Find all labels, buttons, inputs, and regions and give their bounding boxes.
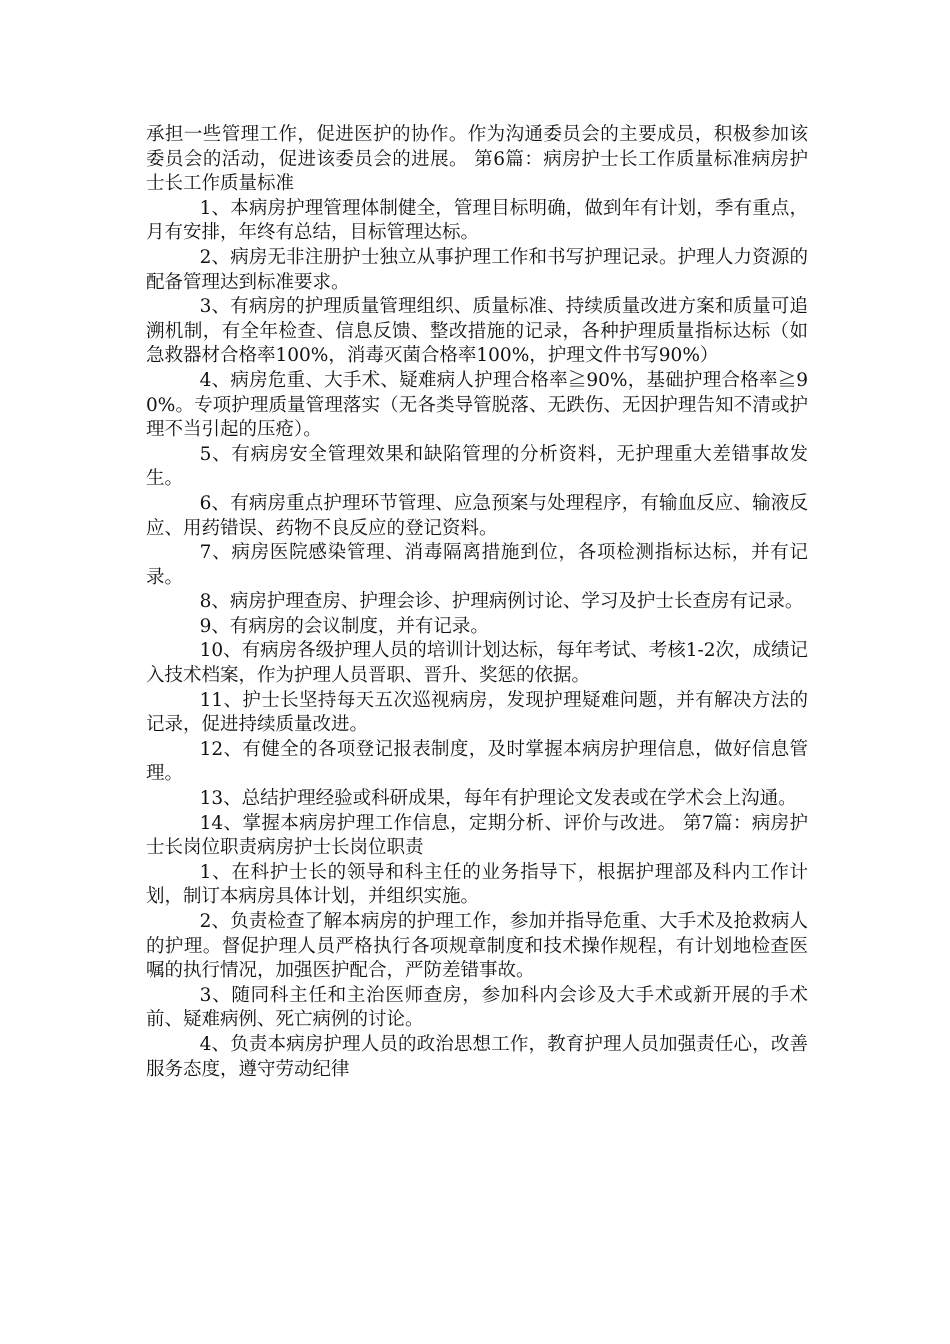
document-body <box>146 123 808 1082</box>
paragraph-standard-12: 12、有健全的各项登记报表制度，及时掌握本病房护理信息，做好信息管理。 <box>146 738 808 785</box>
paragraph-standard-4: 4、病房危重、大手术、疑难病人护理合格率≧90%，基础护理合格率≧90%。专项护理质量管理落实（无各类导管脱落、无跌伤、无因护理告知不清或护理不当引起的压疮）。 <box>146 369 808 441</box>
paragraph-duty-2: 2、负责检查了解本病房的护理工作，参加并指导危重、大手术及抢救病人的护理。督促护理人员严格执行各项规章制度和技术操作规程，有计划地检查医嘱的执行情况，加强医护配合，严防差错事故。 <box>146 911 808 982</box>
paragraph-standard-8: 8、病房护理查房、护理会诊、护理病例讨论、学习及护士长查房有记录。 <box>199 591 804 613</box>
paragraph-standard-6: 6、有病房重点护理环节管理、应急预案与处理程序，有输血反应、输液反应、用药错误、药物不良反应的登记资料。 <box>146 492 808 539</box>
paragraph-standard-3: 3、有病房的护理质量管理组织、质量标准、持续质量改进方案和质量可追溯机制，有全年检查、信息反馈、整改措施的记录，各种护理质量指标达标（如急救器材合格率100%，消毒灭菌合格率100%，护理文件书写90%） <box>146 296 808 367</box>
paragraph-standard-7: 7、病房医院感染管理、消毒隔离措施到位，各项检测指标达标，并有记录。 <box>146 542 808 588</box>
paragraph-duty-4: 4、负责本病房护理人员的政治思想工作，教育护理人员加强责任心，改善服务态度，遵守劳动纪律 <box>146 1033 808 1080</box>
paragraph-standard-5: 5、有病房安全管理效果和缺陷管理的分析资料，无护理重大差错事故发生。 <box>146 443 808 490</box>
paragraph-standard-1: 1、本病房护理管理体制健全，管理目标明确，做到年有计划，季有重点，月有安排，年终有总结，目标管理达标。 <box>146 197 808 244</box>
paragraph-duty-3: 3、随同科主任和主治医师查房，参加科内会诊及大手术或新开展的手术前、疑难病例、死亡病例的讨论。 <box>146 984 808 1031</box>
paragraph-duty-1: 1、在科护士长的领导和科主任的业务指导下，根据护理部及科内工作计划，制订本病房具体计划，并组织实施。 <box>146 861 808 908</box>
paragraph-standard-2: 2、病房无非注册护士独立从事护理工作和书写护理记录。护理人力资源的配备管理达到标准要求。 <box>146 246 808 293</box>
paragraph-standard-10: 10、有病房各级护理人员的培训计划达标，每年考试、考核1-2次，成绩记入技术档案，作为护理人员晋职、晋升、奖惩的依据。 <box>146 640 808 687</box>
paragraph-standard-11: 11、护士长坚持每天五次巡视病房，发现护理疑难问题，并有解决方法的记录，促进持续质量改进。 <box>146 689 808 736</box>
paragraph-standard-13: 13、总结护理经验或科研成果，每年有护理论文发表或在学术会上沟通。 <box>199 788 797 810</box>
paragraph-intro: 承担一些管理工作，促进医护的协作。作为沟通委员会的主要成员，积极参加该委员会的活动，促进该委员会的进展。 第6篇：病房护士长工作质量标准病房护士长工作质量标准 <box>146 124 808 195</box>
paragraph-standard-9: 9、有病房的会议制度，并有记录。 <box>199 615 489 637</box>
paragraph-standard-14: 14、掌握本病房护理工作信息，定期分析、评价与改进。 第7篇：病房护士长岗位职责病房护士长岗位职责 <box>146 812 808 859</box>
